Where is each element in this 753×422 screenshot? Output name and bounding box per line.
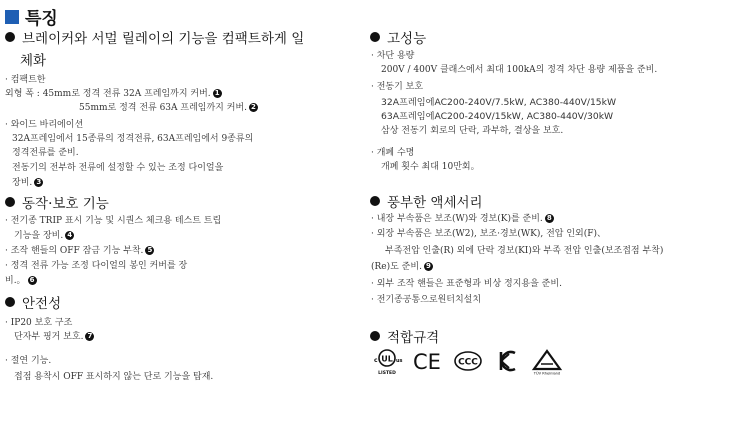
- list-item: · 조작 핸들의 OFF 잠금 기능 부착. 5: [5, 243, 154, 256]
- number-badge-icon: 4: [65, 231, 74, 240]
- svg-text:CCC: CCC: [458, 357, 478, 368]
- ce-mark-icon: [413, 350, 443, 372]
- page-title: [5, 4, 58, 29]
- tuv-mark-icon: [530, 349, 564, 375]
- list-item: · 전기종공통으로원터치설치: [371, 295, 482, 305]
- svg-text:CE: CE: [413, 350, 441, 372]
- number-badge-icon: 7: [85, 332, 94, 341]
- list-item: · 절연 기능.: [5, 356, 52, 366]
- svg-text:us: us: [396, 358, 403, 364]
- list-item: 기능을 장비. 4: [14, 228, 74, 241]
- list-item: · 내장 부속품은 보조(W)와 경보(K)를 준비. 8: [371, 211, 554, 224]
- bullet-icon: [5, 297, 15, 307]
- list-item: · 와이드 바리에이션: [5, 120, 84, 130]
- kc-mark-icon: [497, 349, 521, 373]
- number-badge-icon: 1: [213, 89, 222, 98]
- svg-text:LISTED: LISTED: [378, 371, 396, 376]
- bullet-icon: [370, 32, 380, 42]
- list-item: 삼상 전동기 회로의 단락, 과부하, 결상을 보호.: [381, 126, 564, 136]
- list-item: · IP20 보호 구조: [5, 318, 73, 328]
- list-item: 외형 폭 : 45mm로 정격 전류 32A 프레임까지 커버. 1: [5, 86, 222, 99]
- number-badge-icon: 8: [545, 214, 554, 223]
- bullet-icon: [370, 196, 380, 206]
- bullet-icon: [5, 197, 15, 207]
- number-badge-icon: 2: [249, 103, 258, 112]
- list-item: (Re)도 준비. 9: [371, 259, 433, 272]
- ul-listed-icon: [372, 347, 404, 377]
- list-item: 부족전압 인출(R) 외에 단락 경보(KI)와 부족 전압 인출(보조접점 부착): [385, 246, 664, 256]
- list-item: · 개폐 수명: [371, 148, 415, 158]
- number-badge-icon: 3: [34, 178, 43, 187]
- bullet-icon: [370, 331, 380, 341]
- list-item: · 외부 조작 핸들은 표준형과 비상 정지용을 준비.: [371, 279, 562, 289]
- number-badge-icon: 6: [28, 276, 37, 285]
- list-item: 개폐 횟수 최대 10만회。: [381, 162, 480, 172]
- list-item: 전동기의 전부하 전류에 설정할 수 있는 조정 다이얼을: [12, 163, 224, 173]
- section-heading-safety: 안전성: [5, 292, 61, 312]
- svg-text:UL: UL: [381, 354, 393, 364]
- list-item: 접점 용착시 OFF 표시하지 않는 단로 기능을 탑재.: [14, 372, 214, 382]
- list-item: · 외장 부속품은 보조(W2), 보조·경보(WK), 전압 인외(F)、: [371, 229, 606, 239]
- list-item: 32A프레임에서 15종류의 정격전류, 63A프레임에서 9종류의: [12, 134, 254, 144]
- list-item: · 정격 전류 가능 조정 다이얼의 봉인 커버를 장: [5, 261, 188, 271]
- section-heading-performance: 고성능: [370, 27, 426, 47]
- list-item: 32A프레임에AC200-240V/7.5kW, AC380-440V/15kW: [381, 97, 617, 108]
- bullet-icon: [5, 32, 15, 42]
- ccc-mark-icon: [453, 350, 483, 372]
- list-item: 단자부 핑거 보호. 7: [14, 329, 94, 342]
- list-item: 장비. 3: [12, 175, 43, 188]
- list-item: · 전기종 TRIP 표시 기능 및 시퀀스 체크용 테스트 트립: [5, 216, 222, 226]
- title-square-icon: [5, 10, 19, 24]
- list-item: 정격전류를 준비.: [12, 148, 79, 158]
- section-heading-standards: 적합규격: [370, 326, 439, 346]
- number-badge-icon: 5: [145, 246, 154, 255]
- list-item: · 전동기 보호: [371, 82, 424, 92]
- page-title-text: 특징: [25, 9, 58, 29]
- svg-text:c: c: [374, 357, 378, 364]
- list-item: 55mm로 정격 전류 63A 프레임까지 커버. 2: [79, 100, 258, 113]
- section-heading-operation: 동작·보호 기능: [5, 192, 109, 212]
- svg-text:TÜV Rheinland: TÜV Rheinland: [533, 371, 561, 375]
- list-item: · 차단 용량: [371, 51, 415, 61]
- list-item: 63A프레임에AC200-240V/15kW, AC380-440V/30kW: [381, 111, 614, 122]
- section-heading-accessories: 풍부한 액세서리: [370, 191, 483, 211]
- section-heading-compact-cont: 체화: [20, 53, 47, 69]
- list-item: 비.。 6: [5, 273, 37, 286]
- number-badge-icon: 9: [424, 262, 433, 271]
- list-item: · 컴팩트한: [5, 75, 46, 85]
- section-heading-compact: 브레이커와 서멀 릴레이의 기능을 컴팩트하게 일: [5, 27, 304, 47]
- list-item: 200V / 400V 클래스에서 최대 100kA의 정격 차단 용량 제품을 준비.: [381, 65, 658, 75]
